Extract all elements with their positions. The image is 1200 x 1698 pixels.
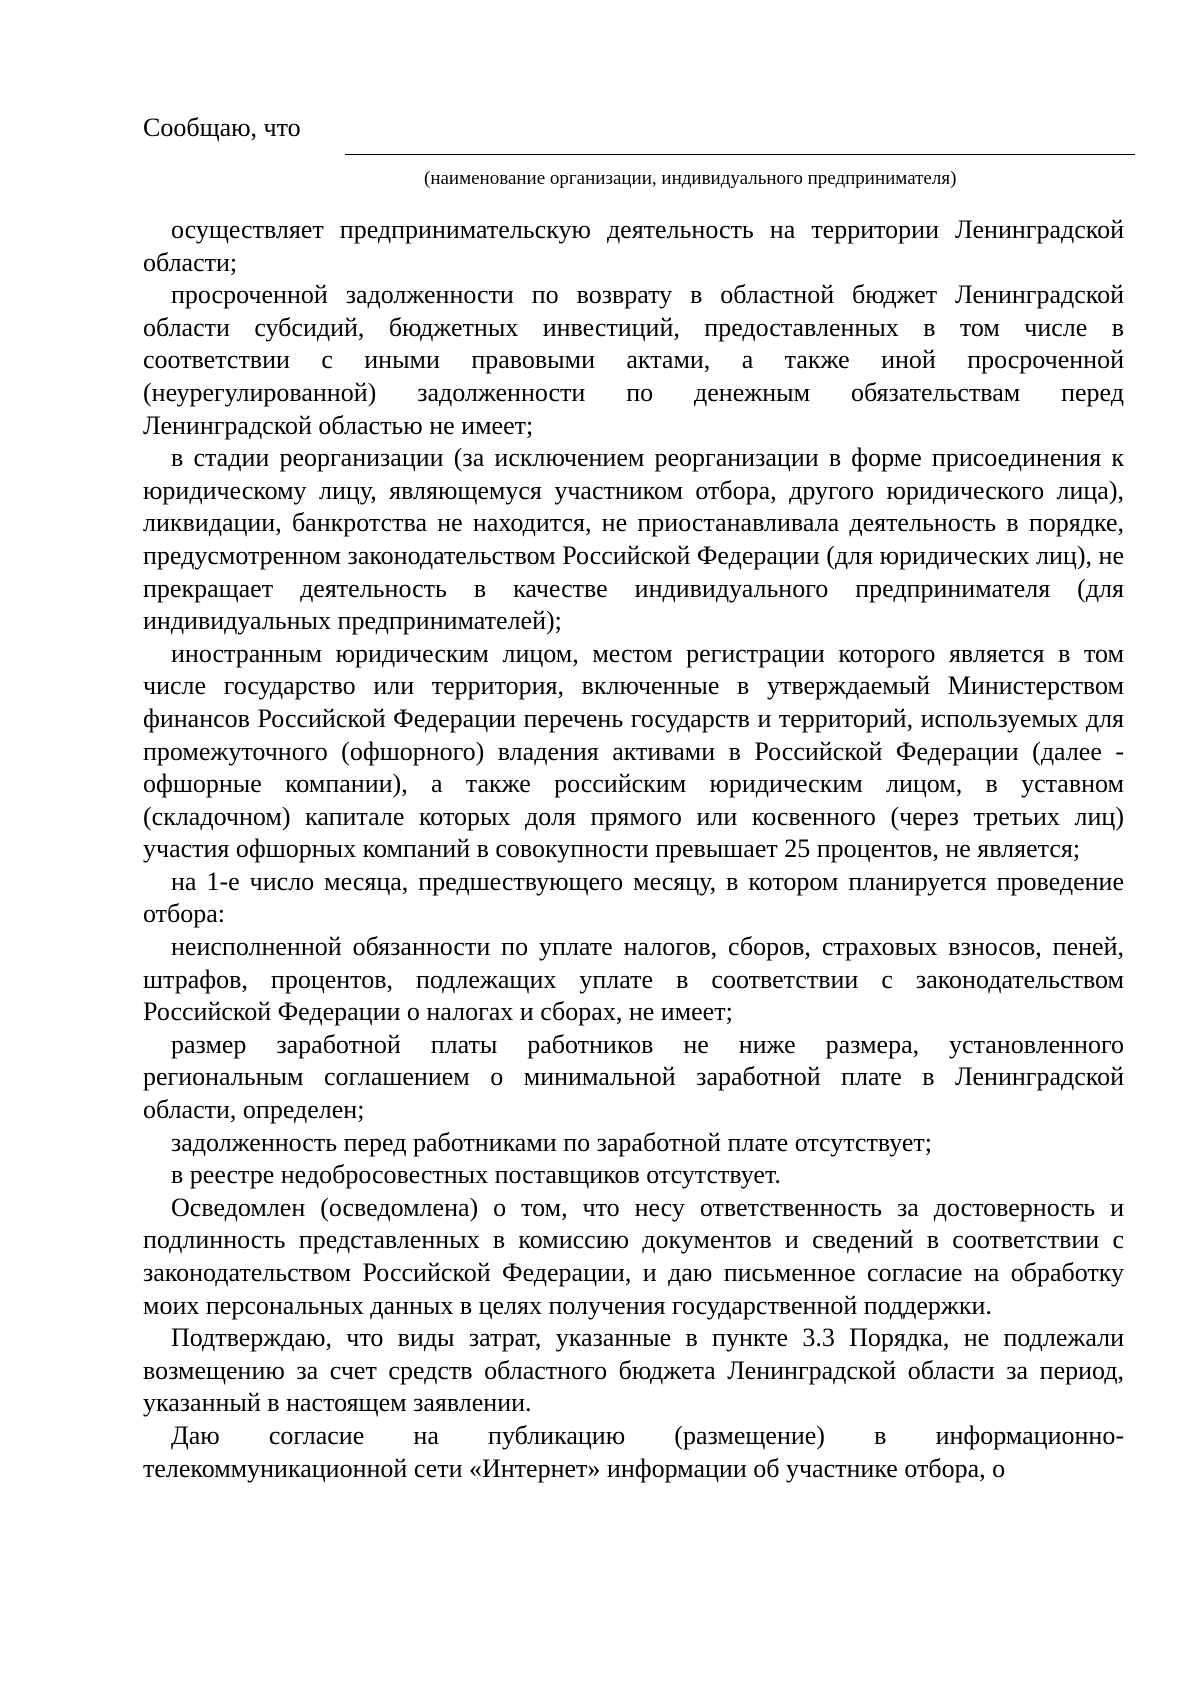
paragraph: размер заработной платы работников не ниже размера, установленного региональным соглашением о минимальной заработной плате в Ленинградской области, определен; [143, 1029, 1124, 1125]
paragraph: на 1-е число месяца, предшествующего месяцу, в котором планируется проведение отбора: [143, 866, 1124, 929]
paragraph: Подтверждаю, что виды затрат, указанные в пункте 3.3 Порядка, не подлежали возмещению за счет средств областного бюджета Ленинградской области за период, указанный в настоящем заявлении. [143, 1323, 1124, 1418]
paragraph: просроченной задолженности по возврату в областной бюджет Ленинградской области субсидий, бюджетных инвестиций, предоставленных в том числе в соответствии с иными правовыми актами, а также иной просроченной (неурегулированной) задолженности по денежным обязательствам перед Ленинградской областью не имеет; [143, 280, 1124, 440]
paragraph: осуществляет предпринимательскую деятельность на территории Ленинградской области; [143, 215, 1124, 277]
organization-caption: (наименование организации, индивидуального предпринимателя) [424, 168, 957, 189]
paragraph: в реестре недобросовестных поставщиков отсутствует. [171, 1160, 781, 1190]
organization-name-blank [345, 154, 1135, 155]
paragraph: иностранным юридическим лицом, местом регистрации которого является в том числе государство или территория, включенные в утверждаемый Министерством финансов Российской Федерации перечень государств и территорий, используемых для промежуточного (офшорного) владения активами в Российской Федерации (далее - офшорные компании), а также российским юридическим лицом, в уставном (складочном) капитале которых доля прямого или косвенного (через третьих лиц) участия офшорных компаний в совокупности превышает 25 процентов, не является; [143, 638, 1124, 864]
paragraph: неисполненной обязанности по уплате налогов, сборов, страховых взносов, пеней, штрафов, процентов, подлежащих уплате в соответствии с законодательством Российской Федерации о налогах и сборах, не имеет; [143, 932, 1124, 1027]
paragraph: в стадии реорганизации (за исключением реорганизации в форме присоединения к юридическому лицу, являющемуся участником отбора, другого юридического лица), ликвидации, банкротства не находится, не приостанавливала деятельность в порядке, предусмотренном законодательством Российской Федерации (для юридических лиц), не прекращает деятельность в качестве индивидуального предпринимателя (для индивидуальных предпринимателей); [143, 443, 1124, 636]
paragraph: Осведомлен (осведомлена) о том, что несу ответственность за достоверность и подлинность представленных в комиссию документов и сведений в соответствии с законодательством Российской Федерации, и даю письменное согласие на обработку моих персональных данных в целях получения государственной поддержки. [143, 1192, 1124, 1320]
intro-label: Сообщаю, что [143, 113, 301, 142]
statement-body [143, 214, 1124, 1485]
organization-line [143, 112, 1137, 158]
paragraph: задолженность перед работниками по заработной плате отсутствует; [171, 1127, 932, 1157]
paragraph: Даю согласие на публикацию (размещение) в информационно-телекоммуникационной сети «Интернет» информации об участнике отбора, о [143, 1420, 1124, 1483]
